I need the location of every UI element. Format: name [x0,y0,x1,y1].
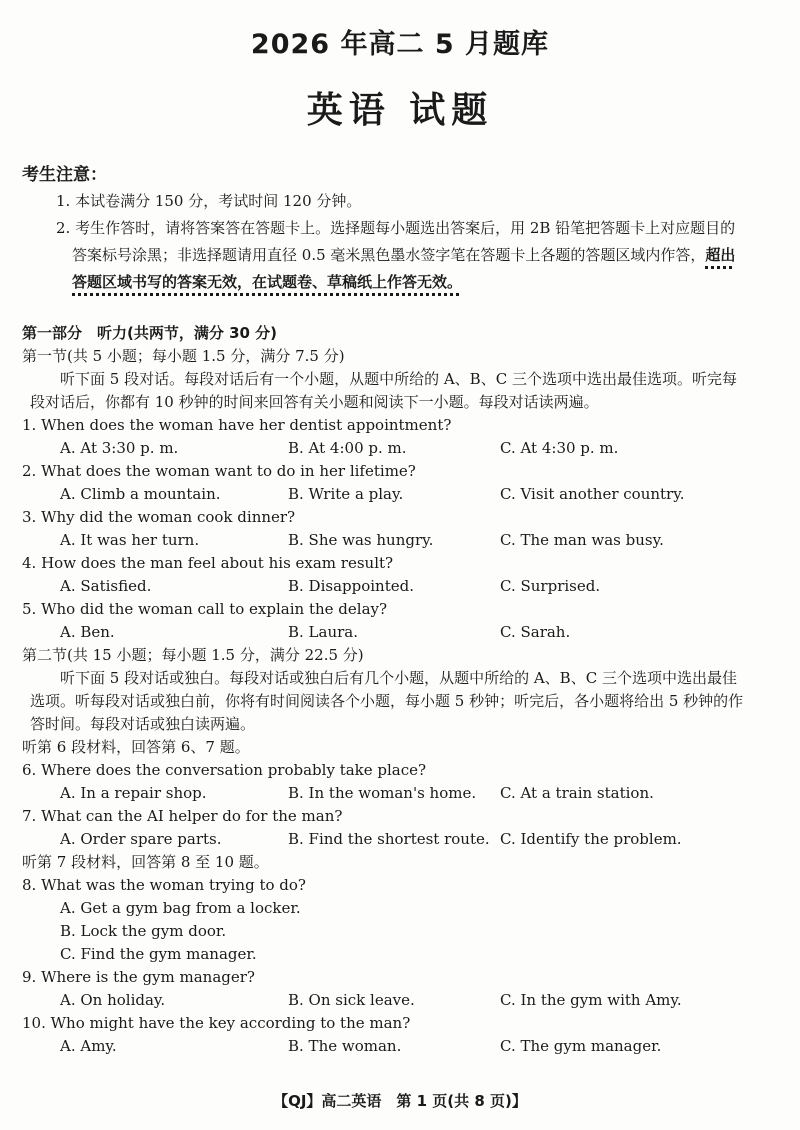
option-b: B. She was hungry. [288,531,434,549]
option-b: B. In the woman's home. [288,784,477,802]
question-5-options [22,621,782,644]
question-2-options [22,483,782,506]
option-a: A. It was her turn. [60,531,200,549]
material-6-instruction: 听第 6 段材料，回答第 6、7 题。 [22,738,250,756]
option-b: B. Write a play. [288,485,404,503]
question-7: 7. What can the AI helper do for the man? [22,807,343,825]
question-1: 1. When does the woman have her dentist appointment? [22,416,452,434]
notice-item-2-text: 2. 考生作答时，请将答案答在答题卡上。选择题每小题选出答案后，用 2B 铅笔把答题卡上对应题目的答案标号涂黑；非选择题请用直径 0.5 毫米黑色墨水签字笔在答题卡上各题的答题区域内作答， [56,219,736,264]
option-a: A. Amy. [60,1037,117,1055]
question-9: 9. Where is the gym manager? [22,968,255,986]
option-a: A. Order spare parts. [60,830,222,848]
option-c: C. Find the gym manager. [60,945,257,963]
option-b: B. Laura. [288,623,359,641]
option-a: A. In a repair shop. [60,784,207,802]
section1-heading: 第一节(共 5 小题；每小题 1.5 分，满分 7.5 分) [22,347,345,365]
option-a: A. Satisfied. [60,577,152,595]
listening-part [22,322,782,1058]
option-a: A. On holiday. [60,991,166,1009]
option-a: A. At 3:30 p. m. [60,439,179,457]
part1-heading: 第一部分 听力(共两节，满分 30 分) [22,324,278,342]
option-a: A. Get a gym bag from a locker. [60,899,301,917]
question-7-options [22,828,782,851]
question-3: 3. Why did the woman cook dinner? [22,508,296,526]
notice-item-2-body [56,215,746,296]
question-4-options [22,575,782,598]
question-10-options [22,1035,782,1058]
notice-item-2 [56,215,746,296]
option-c: C. The man was busy. [500,531,664,549]
option-a: A. Climb a mountain. [60,485,221,503]
notice-item-1: 1. 本试卷满分 150 分，考试时间 120 分钟。 [56,192,362,210]
section2-heading: 第二节(共 15 小题；每小题 1.5 分，满分 22.5 分) [22,646,364,664]
page-footer: 【QJ】高二英语 第 1 页(共 8 页)】 [273,1092,527,1110]
question-10: 10. Who might have the key according to the man? [22,1014,411,1032]
notice-item-2-emphasis: 超出答题区域书写的答案无效，在试题卷、草稿纸上作答无效。 [72,246,736,291]
option-b: B. Disappointed. [288,577,414,595]
exam-title: 2026 年高二 5 月题库 [250,29,550,60]
option-c: C. At 4:30 p. m. [500,439,619,457]
option-b: B. At 4:00 p. m. [288,439,407,457]
material-7-instruction: 听第 7 段材料，回答第 8 至 10 题。 [22,853,269,871]
exam-subject-title: 英语 试题 [306,90,494,131]
option-c: C. Sarah. [500,623,571,641]
option-c: C. Identify the problem. [500,830,682,848]
option-c: C. Surprised. [500,577,601,595]
option-b: B. On sick leave. [288,991,415,1009]
question-1-options [22,437,782,460]
option-b: B. Find the shortest route. [288,830,490,848]
question-6-options [22,782,782,805]
section1-instructions: 听下面 5 段对话。每段对话后有一个小题，从题中所给的 A、B、C 三个选项中选出最佳选项。听完每段对话后，你都有 10 秒钟的时间来回答有关小题和阅读下一小题。每段对话读两遍。 [30,370,737,411]
question-9-options [22,989,782,1012]
section2-instructions: 听下面 5 段对话或独白。每段对话或独白后有几个小题，从题中所给的 A、B、C 三个选项中选出最佳选项。听每段对话或独白前，你将有时间阅读各个小题，每小题 5 秒钟；听完后，各小题将给出 5 秒钟的作答时间。每段对话或独白读两遍。 [30,669,744,733]
notice-heading: 考生注意： [22,165,107,185]
option-a: A. Ben. [60,623,115,641]
question-4: 4. How does the man feel about his exam result? [22,554,394,572]
question-5: 5. Who did the woman call to explain the delay? [22,600,388,618]
option-c: C. The gym manager. [500,1037,662,1055]
question-2: 2. What does the woman want to do in her lifetime? [22,462,416,480]
question-8: 8. What was the woman trying to do? [22,876,306,894]
option-c: C. In the gym with Amy. [500,991,682,1009]
question-6: 6. Where does the conversation probably take place? [22,761,427,779]
question-3-options [22,529,782,552]
option-b: B. The woman. [288,1037,402,1055]
option-c: C. At a train station. [500,784,654,802]
option-c: C. Visit another country. [500,485,685,503]
option-b: B. Lock the gym door. [60,922,227,940]
